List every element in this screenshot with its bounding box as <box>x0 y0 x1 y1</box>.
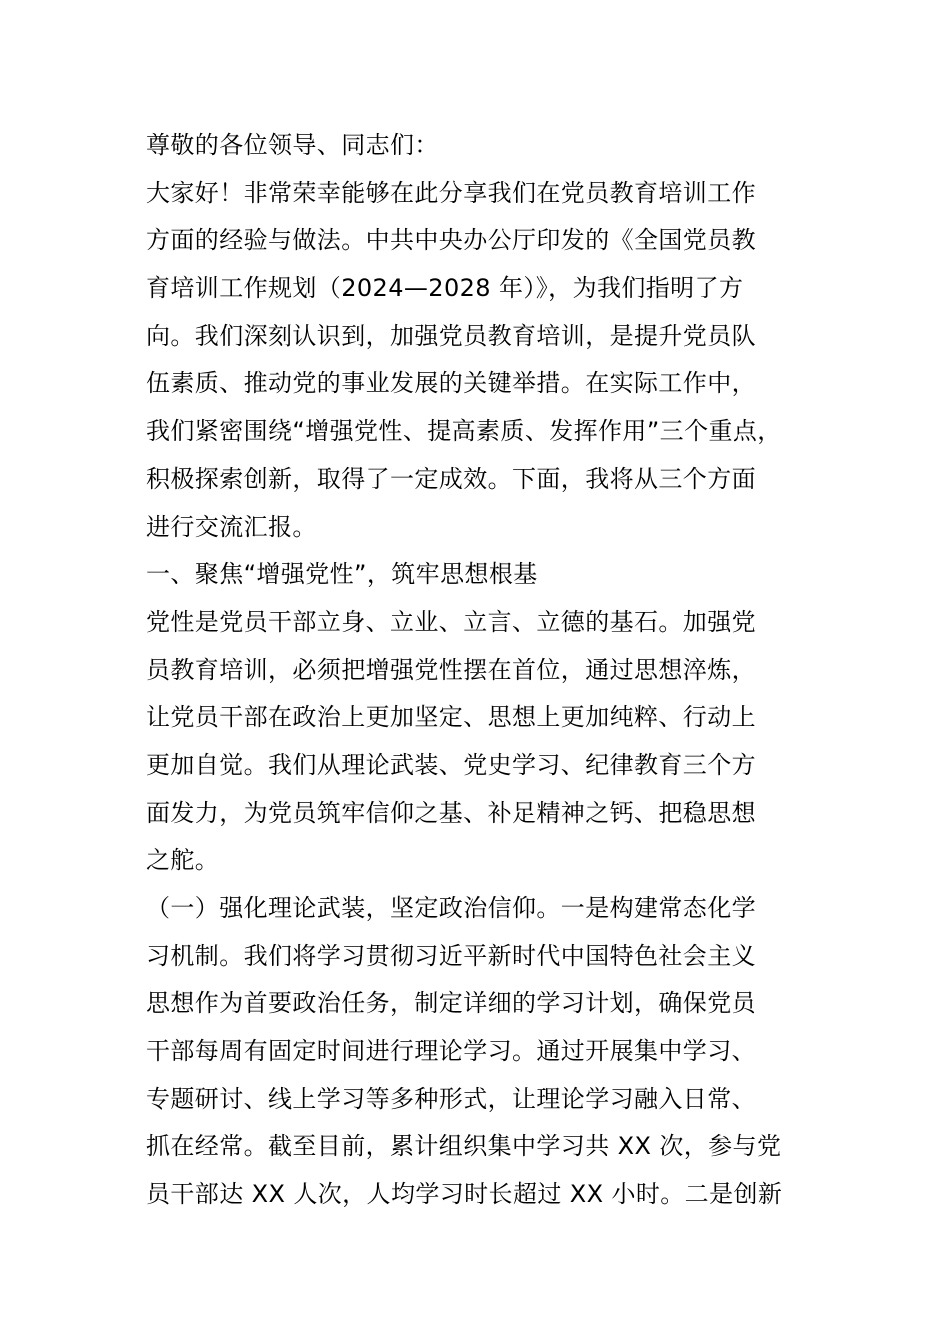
text-line: 我们紧密围绕“增强党性、提高素质、发挥作用”三个重点， <box>146 417 782 446</box>
text-line: 专题研讨、线上学习等多种形式，让理论学习融入日常、 <box>146 1084 756 1113</box>
text-line: 进行交流汇报。 <box>146 512 317 541</box>
text-line: 面发力，为党员筑牢信仰之基、补足精神之钙、把稳思想 <box>146 798 756 827</box>
text-line: 思想作为首要政治任务，制定详细的学习计划，确保党员 <box>146 989 756 1018</box>
text-line: 让党员干部在政治上更加坚定、思想上更加纯粹、行动上 <box>146 703 756 732</box>
text-line: 育培训工作规划（2024—2028 年）》，为我们指明了方 <box>146 274 744 303</box>
text-line: 伍素质、推动党的事业发展的关键举措。在实际工作中， <box>146 369 756 398</box>
paragraph-container <box>146 170 846 1219</box>
section-one-heading <box>146 551 846 599</box>
text-line: 干部每周有固定时间进行理论学习。通过开展集中学习、 <box>146 1037 756 1066</box>
text-line: 大家好！非常荣幸能够在此分享我们在党员教育培训工作 <box>146 178 756 207</box>
salutation: 尊敬的各位领导、同志们： <box>146 131 439 159</box>
text-line: 习机制。我们将学习贯彻习近平新时代中国特色社会主义 <box>146 941 756 970</box>
subsection-one-paragraph <box>146 885 846 1219</box>
text-line: （一）强化理论武装，坚定政治信仰。一是构建常态化学 <box>146 894 756 922</box>
text-line: 更加自觉。我们从理论武装、党史学习、纪律教育三个方 <box>146 750 756 779</box>
text-line: 党性是党员干部立身、立业、立言、立德的基石。加强党 <box>146 607 756 636</box>
text-line: 员干部达 XX 人次，人均学习时长超过 XX 小时。二是创新 <box>146 1180 783 1209</box>
document-body <box>146 122 846 1219</box>
intro-paragraph <box>146 170 846 552</box>
text-line: 向。我们深刻认识到，加强党员教育培训，是提升党员队 <box>146 321 756 350</box>
text-line: 员教育培训，必须把增强党性摆在首位，通过思想淬炼， <box>146 655 756 684</box>
text-line: 抓在经常。截至目前，累计组织集中学习共 XX 次，参与党 <box>146 1132 782 1161</box>
text-line: 一、聚焦“增强党性”，筑牢思想根基 <box>146 560 538 589</box>
text-line: 方面的经验与做法。中共中央办公厅印发的《全国党员教 <box>146 226 756 255</box>
section-one-paragraph <box>146 599 846 885</box>
text-line: 积极探索创新，取得了一定成效。下面，我将从三个方面 <box>146 464 756 493</box>
text-line: 之舵。 <box>146 846 220 875</box>
